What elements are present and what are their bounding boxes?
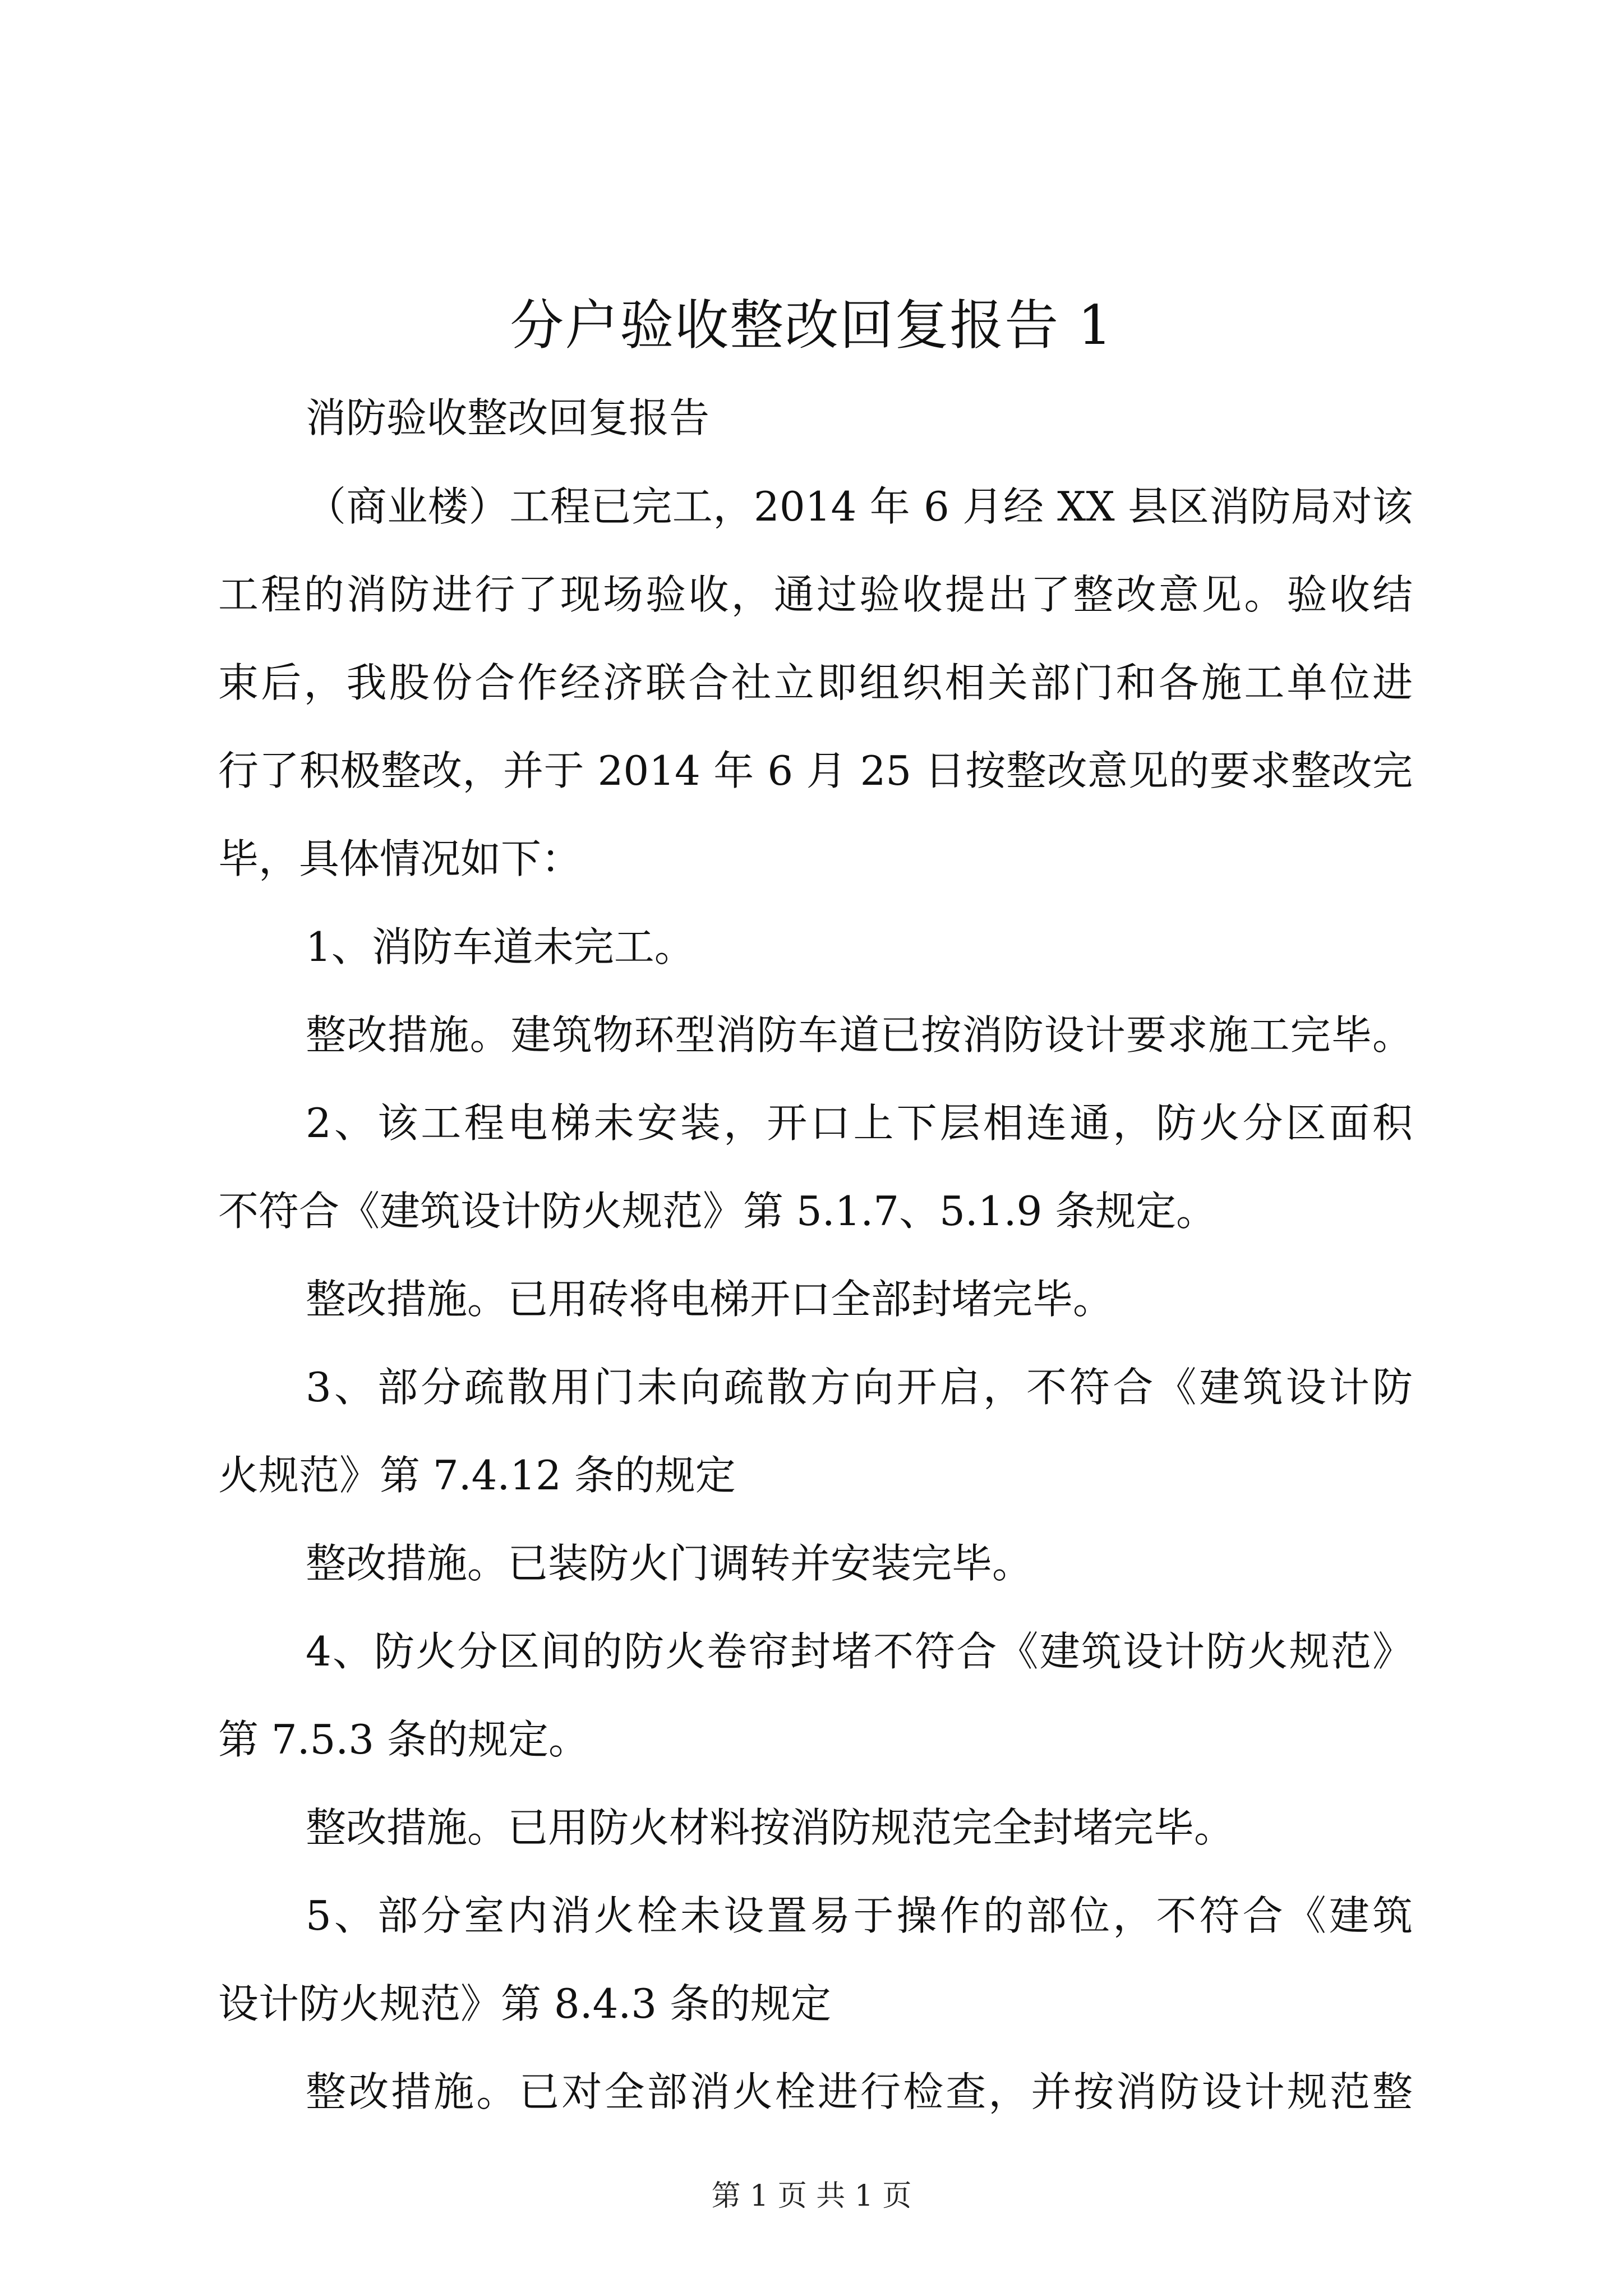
- subtitle-line: 消防验收整改回复报告: [306, 394, 710, 441]
- paragraph-line: 束后，我股份合作经济联合社立即组织相关部门和各施工单位进: [218, 659, 1413, 706]
- issue-3-line: 3、部分疏散用门未向疏散方向开启，不符合《建筑设计防: [306, 1364, 1413, 1411]
- page-footer: 第 1 页 共 1 页: [711, 2179, 912, 2213]
- measure-4-line: 整改措施。已用防火材料按消防规范完全封堵完毕。: [306, 1804, 1235, 1851]
- issue-2-line: 2、该工程电梯未安装，开口上下层相连通，防火分区面积: [306, 1099, 1413, 1147]
- measure-2-line: 整改措施。已用砖将电梯开口全部封堵完毕。: [306, 1276, 1114, 1323]
- paragraph-line: 行了积极整改，并于 2014 年 6 月 25 日按整改意见的要求整改完: [218, 747, 1413, 794]
- measure-5-line: 整改措施。已对全部消火栓进行检查，并按消防设计规范整: [306, 2068, 1413, 2115]
- issue-2-line: 不符合《建筑设计防火规范》第 5.1.7、5.1.9 条规定。: [218, 1188, 1217, 1235]
- issue-4-line: 4、防火分区间的防火卷帘封堵不符合《建筑设计防火规范》: [306, 1628, 1413, 1675]
- document-title: 分户验收整改回复报告 1: [510, 294, 1113, 357]
- issue-1-line: 1、消防车道未完工。: [306, 923, 695, 970]
- paragraph-line: 毕，具体情况如下：: [218, 835, 582, 882]
- issue-5-line: 设计防火规范》第 8.4.3 条的规定: [218, 1980, 831, 2027]
- measure-3-line: 整改措施。已装防火门调转并安装完毕。: [306, 1540, 1033, 1587]
- issue-4-line: 第 7.5.3 条的规定。: [218, 1716, 589, 1763]
- paragraph-line: （商业楼）工程已完工，2014 年 6 月经 XX 县区消防局对该: [306, 483, 1413, 530]
- issue-3-line: 火规范》第 7.4.12 条的规定: [218, 1452, 736, 1499]
- paragraph-line: 工程的消防进行了现场验收，通过验收提出了整改意见。验收结: [218, 571, 1413, 618]
- measure-1-line: 整改措施。建筑物环型消防车道已按消防设计要求施工完毕。: [306, 1011, 1413, 1059]
- issue-5-line: 5、部分室内消火栓未设置易于操作的部位，不符合《建筑: [306, 1892, 1413, 1939]
